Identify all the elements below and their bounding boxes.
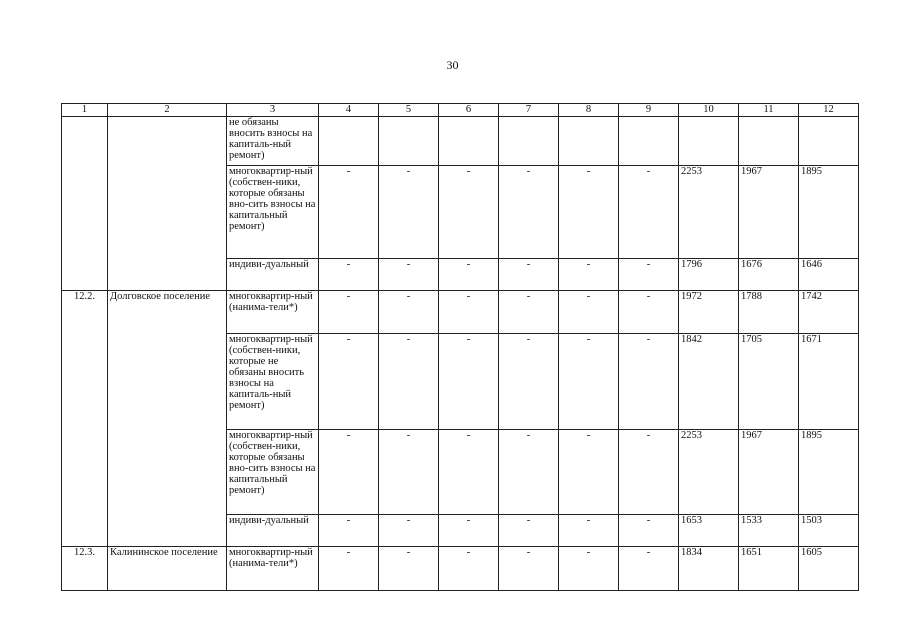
- value-cell: [679, 117, 739, 166]
- empty-value-cell: -: [379, 515, 439, 547]
- value-cell: [739, 117, 799, 166]
- empty-value-cell: -: [319, 291, 379, 334]
- empty-value-cell: -: [619, 259, 679, 291]
- item-number: 12.3.: [62, 547, 108, 591]
- empty-value-cell: -: [379, 430, 439, 515]
- empty-value-cell: -: [559, 334, 619, 430]
- empty-value-cell: -: [439, 515, 499, 547]
- empty-value-cell: [319, 117, 379, 166]
- housing-type: многоквартир-ный (нанима-тели*): [227, 291, 319, 334]
- value-cell: 1895: [799, 430, 859, 515]
- column-header: 1: [62, 104, 108, 117]
- empty-value-cell: -: [319, 430, 379, 515]
- value-cell: 1742: [799, 291, 859, 334]
- column-header: 10: [679, 104, 739, 117]
- value-cell: 1834: [679, 547, 739, 591]
- column-header: 11: [739, 104, 799, 117]
- settlement-name: Долговское поселение: [108, 291, 227, 547]
- housing-type: индиви-дуальный: [227, 515, 319, 547]
- empty-value-cell: -: [499, 430, 559, 515]
- value-cell: 2253: [679, 166, 739, 259]
- housing-type: многоквартир-ный (собствен-ники, которые обязаны вно-сить взносы на капитальный ремонт): [227, 166, 319, 259]
- empty-value-cell: -: [319, 515, 379, 547]
- empty-value-cell: -: [319, 166, 379, 259]
- column-header: 5: [379, 104, 439, 117]
- value-cell: 1503: [799, 515, 859, 547]
- value-cell: 1671: [799, 334, 859, 430]
- table-header: [62, 104, 859, 117]
- header-row: [62, 104, 859, 117]
- value-cell: 2253: [679, 430, 739, 515]
- empty-value-cell: -: [319, 259, 379, 291]
- page-number: 30: [446, 58, 459, 72]
- empty-value-cell: -: [619, 166, 679, 259]
- value-cell: 1605: [799, 547, 859, 591]
- column-header: 3: [227, 104, 319, 117]
- empty-value-cell: -: [499, 166, 559, 259]
- empty-value-cell: -: [319, 334, 379, 430]
- tariff-table: [61, 103, 859, 591]
- value-cell: [799, 117, 859, 166]
- empty-value-cell: [439, 117, 499, 166]
- value-cell: 1533: [739, 515, 799, 547]
- table-body: [62, 117, 859, 591]
- empty-value-cell: -: [559, 430, 619, 515]
- empty-value-cell: -: [499, 334, 559, 430]
- empty-value-cell: -: [379, 166, 439, 259]
- value-cell: 1676: [739, 259, 799, 291]
- empty-value-cell: -: [499, 259, 559, 291]
- housing-type: многоквартир-ный (собствен-ники, которые не обязаны вносить взносы на капиталь-ный ремонт): [227, 334, 319, 430]
- column-header: 4: [319, 104, 379, 117]
- empty-value-cell: [559, 117, 619, 166]
- empty-value-cell: -: [439, 430, 499, 515]
- empty-value-cell: -: [319, 547, 379, 591]
- empty-value-cell: -: [559, 547, 619, 591]
- value-cell: 1967: [739, 166, 799, 259]
- value-cell: 1653: [679, 515, 739, 547]
- housing-type: многоквартир-ный (собствен-ники, которые обязаны вно-сить взносы на капитальный ремонт): [227, 430, 319, 515]
- empty-value-cell: [379, 117, 439, 166]
- settlement-name: [108, 117, 227, 291]
- value-cell: 1895: [799, 166, 859, 259]
- empty-value-cell: -: [439, 547, 499, 591]
- table-row: [62, 547, 859, 591]
- empty-value-cell: -: [379, 291, 439, 334]
- column-header: 8: [559, 104, 619, 117]
- table-row: [62, 291, 859, 334]
- column-header: 2: [108, 104, 227, 117]
- value-cell: 1972: [679, 291, 739, 334]
- empty-value-cell: -: [619, 547, 679, 591]
- empty-value-cell: [619, 117, 679, 166]
- column-header: 9: [619, 104, 679, 117]
- item-number: [62, 117, 108, 291]
- empty-value-cell: -: [619, 515, 679, 547]
- housing-type: многоквартир-ный (нанима-тели*): [227, 547, 319, 591]
- empty-value-cell: -: [619, 430, 679, 515]
- housing-type: не обязаны вносить взносы на капиталь-ный ремонт): [227, 117, 319, 166]
- value-cell: 1646: [799, 259, 859, 291]
- value-cell: 1705: [739, 334, 799, 430]
- column-header: 6: [439, 104, 499, 117]
- empty-value-cell: -: [439, 334, 499, 430]
- empty-value-cell: -: [499, 291, 559, 334]
- column-header: 12: [799, 104, 859, 117]
- empty-value-cell: -: [379, 547, 439, 591]
- value-cell: 1788: [739, 291, 799, 334]
- empty-value-cell: -: [499, 515, 559, 547]
- empty-value-cell: -: [379, 334, 439, 430]
- settlement-name: Калининское поселение: [108, 547, 227, 591]
- empty-value-cell: -: [619, 334, 679, 430]
- empty-value-cell: -: [559, 259, 619, 291]
- empty-value-cell: [499, 117, 559, 166]
- empty-value-cell: -: [439, 291, 499, 334]
- empty-value-cell: -: [559, 515, 619, 547]
- empty-value-cell: -: [559, 291, 619, 334]
- empty-value-cell: -: [499, 547, 559, 591]
- value-cell: 1651: [739, 547, 799, 591]
- value-cell: 1796: [679, 259, 739, 291]
- value-cell: 1967: [739, 430, 799, 515]
- value-cell: 1842: [679, 334, 739, 430]
- empty-value-cell: -: [439, 166, 499, 259]
- housing-type: индиви-дуальный: [227, 259, 319, 291]
- column-header: 7: [499, 104, 559, 117]
- empty-value-cell: -: [439, 259, 499, 291]
- empty-value-cell: -: [559, 166, 619, 259]
- item-number: 12.2.: [62, 291, 108, 547]
- empty-value-cell: -: [619, 291, 679, 334]
- table-row: [62, 117, 859, 166]
- empty-value-cell: -: [379, 259, 439, 291]
